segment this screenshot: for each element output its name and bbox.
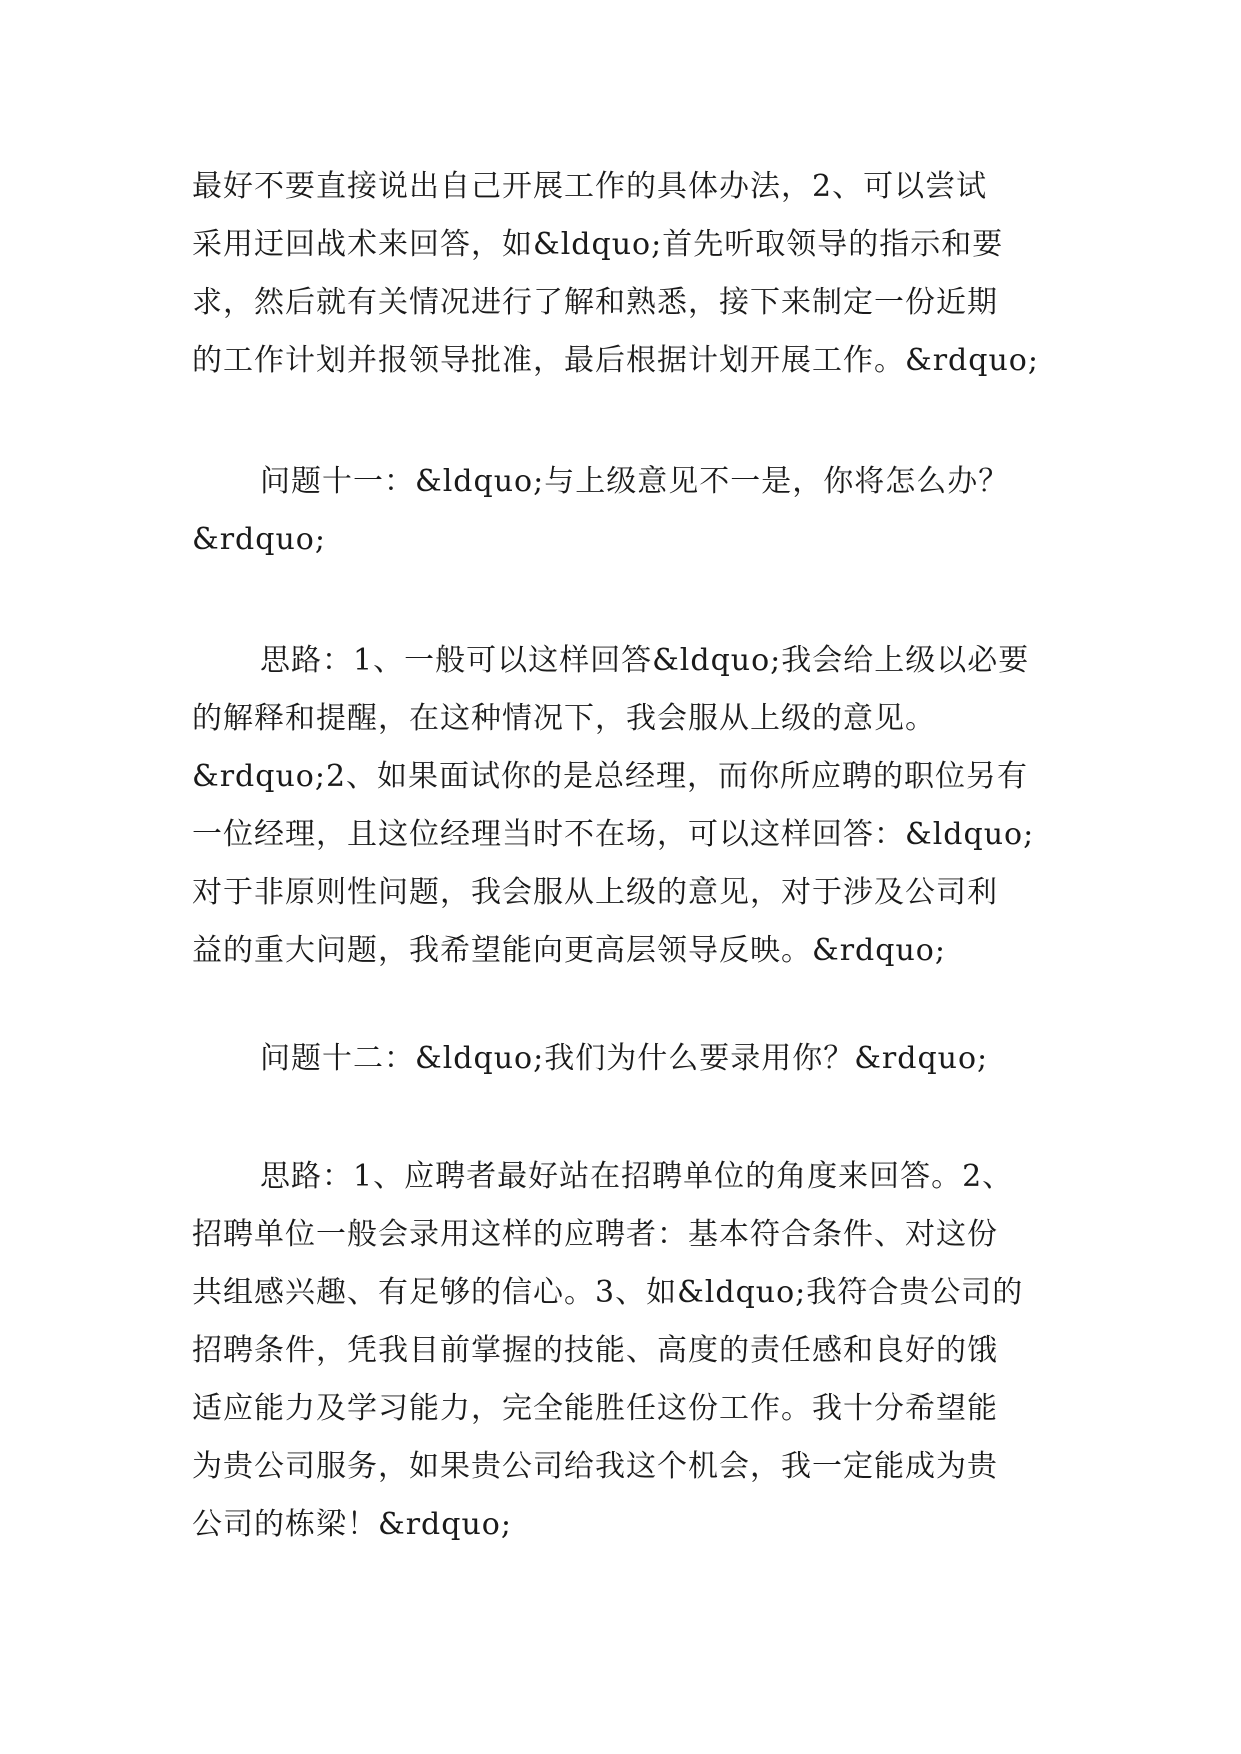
text-line: 适应能力及学习能力，完全能胜任这份工作。我十分希望能 (192, 1391, 998, 1426)
text-line: 益的重大问题，我希望能向更高层领导反映。&rdquo; (192, 933, 946, 968)
text-line: 对于非原则性问题，我会服从上级的意见，对于涉及公司利 (192, 875, 998, 910)
text-line: 思路：1、应聘者最好站在招聘单位的角度来回答。2、 (260, 1159, 1014, 1194)
text-line: 求，然后就有关情况进行了解和熟悉，接下来制定一份近期 (192, 285, 998, 320)
paragraph-answer-11 (192, 632, 1052, 980)
text-line: 公司的栋梁！&rdquo; (192, 1507, 512, 1542)
text-line: 最好不要直接说出自己开展工作的具体办法，2、可以尝试 (192, 169, 988, 204)
text-line: 共组感兴趣、有足够的信心。3、如&ldquo;我符合贵公司的 (192, 1275, 1024, 1310)
text-line: 的工作计划并报领导批准，最后根据计划开展工作。&rdquo; (192, 343, 1039, 378)
paragraph-answer-12 (192, 1148, 1052, 1554)
text-line: 的解释和提醒，在这种情况下，我会服从上级的意见。 (192, 701, 936, 736)
text-line: &rdquo;2、如果面试你的是总经理，而你所应聘的职位另有 (192, 759, 1029, 794)
text-line: 为贵公司服务，如果贵公司给我这个机会，我一定能成为贵 (192, 1449, 998, 1484)
text-line: 一位经理，且这位经理当时不在场，可以这样回答：&ldquo; (192, 817, 1035, 852)
text-line: &rdquo; (192, 522, 326, 557)
paragraph-answer-continuation (192, 158, 1052, 390)
paragraph-question-11 (192, 453, 1052, 569)
text-line: 招聘单位一般会录用这样的应聘者：基本符合条件、对这份 (192, 1217, 998, 1252)
text-line: 采用迂回战术来回答，如&ldquo;首先听取领导的指示和要 (192, 227, 1004, 262)
text-line: 问题十二：&ldquo;我们为什么要录用你？&rdquo; (260, 1041, 989, 1076)
text-line: 招聘条件，凭我目前掌握的技能、高度的责任感和良好的饿 (192, 1333, 998, 1368)
text-line: 问题十一：&ldquo;与上级意见不一是，你将怎么办？ (260, 464, 1010, 499)
paragraph-question-12 (192, 1030, 1052, 1088)
text-line: 思路：1、一般可以这样回答&ldquo;我会给上级以必要 (260, 643, 1030, 678)
